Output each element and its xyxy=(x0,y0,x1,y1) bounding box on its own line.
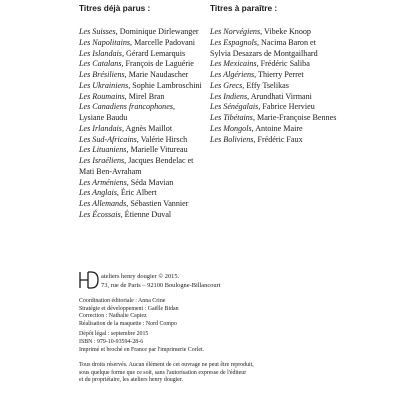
publisher-address: 73, rue de Paris – 92100 Boulogne-Billancourt xyxy=(101,281,221,289)
title-entry xyxy=(79,81,207,92)
title-entry xyxy=(210,27,338,38)
country-title: Les Suisses, xyxy=(79,27,118,36)
country-title: Les Arméniens, xyxy=(79,177,129,187)
title-entry xyxy=(79,178,207,189)
author-name: Éric Albert xyxy=(118,188,157,198)
country-title: Les Sud-Africains, xyxy=(79,134,139,144)
title-entry xyxy=(210,102,338,113)
country-title: Les Islandais, xyxy=(79,48,124,58)
country-title: Les Napolitains, xyxy=(79,37,133,47)
title-entry xyxy=(210,135,338,146)
author-name: Nacima Baron et xyxy=(259,37,316,47)
title-entry xyxy=(79,199,207,210)
title-entry xyxy=(79,38,207,49)
country-title: Les Tibétains, xyxy=(210,113,255,122)
country-title: Les Canadiens francophones, xyxy=(79,102,175,112)
credit-line: Réalisation de la maquette : Nord Compo xyxy=(79,320,177,327)
author-name-continued: Sylvia Desazars de Montgailhard xyxy=(210,48,318,58)
country-title: Les Algériens, xyxy=(210,70,257,79)
upcoming-heading: Titres à paraître : xyxy=(210,3,278,13)
country-title: Les Boliviens, xyxy=(210,134,256,144)
upcoming-list xyxy=(210,27,338,145)
author-name: Marcelle Padovani xyxy=(132,37,196,47)
country-title: Les Norvégiens, xyxy=(210,27,263,36)
title-entry xyxy=(79,49,207,60)
author-name: Gérard Lemarquis xyxy=(123,48,186,58)
upcoming-column xyxy=(210,3,338,145)
country-title: Les Sénégalais, xyxy=(210,102,261,112)
credits-block xyxy=(79,298,379,328)
country-title: Les Roumains, xyxy=(79,91,127,101)
title-entry xyxy=(210,70,338,81)
author-name: Vibeke Knoop xyxy=(262,27,311,36)
country-title: Les Lituaniens, xyxy=(79,145,129,155)
legal-deposit: Dépôt légal : septembre 2015 xyxy=(79,331,149,338)
author-name: Frédéric Faux xyxy=(255,134,303,144)
printer-line: Imprimé et broché en France par l'imprimerie Corlet. xyxy=(79,346,205,353)
author-name: Agnès Maillot xyxy=(123,123,173,133)
country-title: Les Mongols, xyxy=(210,123,254,133)
author-name-continued: Lysiane Baudu xyxy=(79,113,128,122)
author-name: Marie Naudascher xyxy=(126,70,189,79)
author-name: Fabrice Hervieu xyxy=(260,102,315,112)
country-title: Les Allemands, xyxy=(79,199,129,208)
country-title: Les Ukrainiens, xyxy=(79,80,131,90)
rights-line: sous quelque forme que ce soit, sans l'autorisation expresse de l'éditeur xyxy=(79,369,247,376)
credit-line: Stratégie et développement : Gaëlle Bidan xyxy=(79,305,179,312)
published-list xyxy=(79,27,207,221)
legal-block xyxy=(79,331,379,354)
publisher-name: ateliers henry dougier © 2015. xyxy=(101,273,180,280)
title-entry xyxy=(210,38,338,60)
title-entry xyxy=(79,102,207,124)
author-name-continued: Mati Ben-Avraham xyxy=(79,166,142,176)
author-name: Antoine Maire xyxy=(253,123,303,133)
title-entry xyxy=(79,210,207,221)
title-entry xyxy=(79,70,207,81)
title-entry xyxy=(79,188,207,199)
country-title: Les Grecs, xyxy=(210,80,245,90)
country-title: Les Brésiliens, xyxy=(79,70,127,79)
title-entry xyxy=(79,156,207,178)
country-title: Les Catalans, xyxy=(79,59,124,69)
country-title: Les Anglais, xyxy=(79,188,119,198)
country-title: Les Mexicains, xyxy=(210,59,259,69)
author-name: Sophie Lambroschini xyxy=(130,80,202,90)
credit-line: Correction : Nathalie Capiez xyxy=(79,313,147,320)
country-title: Les Espagnols, xyxy=(210,37,260,47)
title-entry xyxy=(79,59,207,70)
country-title: Les Indiens, xyxy=(210,91,250,101)
country-title: Les Israéliens, xyxy=(79,156,127,165)
colophon xyxy=(79,273,379,385)
author-name: Arundhati Virmani xyxy=(249,91,312,101)
title-entry xyxy=(79,145,207,156)
title-entry xyxy=(79,135,207,146)
title-entry xyxy=(210,124,338,135)
isbn: ISBN : 979-10-93594-28-6 xyxy=(79,338,144,345)
published-heading: Titres déjà parus : xyxy=(79,3,151,13)
author-name: Effy Tselikas xyxy=(244,80,289,90)
author-name: Thierry Perret xyxy=(256,70,304,79)
title-entry xyxy=(210,59,338,70)
publisher-logo-icon xyxy=(79,271,99,289)
author-name: Sébastien Vannier xyxy=(128,199,189,208)
country-title: Les Écossais, xyxy=(79,209,123,219)
country-title: Les Irlandais, xyxy=(79,123,124,133)
title-entry xyxy=(79,124,207,135)
credit-line: Coordination éditoriale : Anna Crine xyxy=(79,298,166,304)
author-name: Jacques Bendelac et xyxy=(126,156,194,165)
author-name: Frédéric Saliba xyxy=(258,59,310,69)
title-entry xyxy=(210,92,338,103)
author-name: François de Laguérie xyxy=(123,59,194,69)
title-entry xyxy=(210,113,338,124)
rights-line: Tous droits réservés. Aucun élément de cet ouvrage ne peut être reproduit, xyxy=(79,362,254,369)
author-name: Séda Mavian xyxy=(128,177,174,187)
author-name: Marie-Françoise Bennes xyxy=(254,113,337,122)
author-name: Valérie Hirsch xyxy=(138,134,188,144)
published-column xyxy=(79,3,207,221)
publisher-line xyxy=(79,273,379,295)
author-name: Dominique Dirlewanger xyxy=(117,27,199,36)
rights-block xyxy=(79,362,379,385)
title-entry xyxy=(210,81,338,92)
author-name: Marielle Vitureau xyxy=(128,145,188,155)
author-name: Mirel Bran xyxy=(126,91,165,101)
rights-line: et du propriétaire, les ateliers henry dougier. xyxy=(79,377,184,384)
title-entry xyxy=(79,27,207,38)
title-entry xyxy=(79,92,207,103)
author-name: Étienne Duval xyxy=(122,209,172,219)
